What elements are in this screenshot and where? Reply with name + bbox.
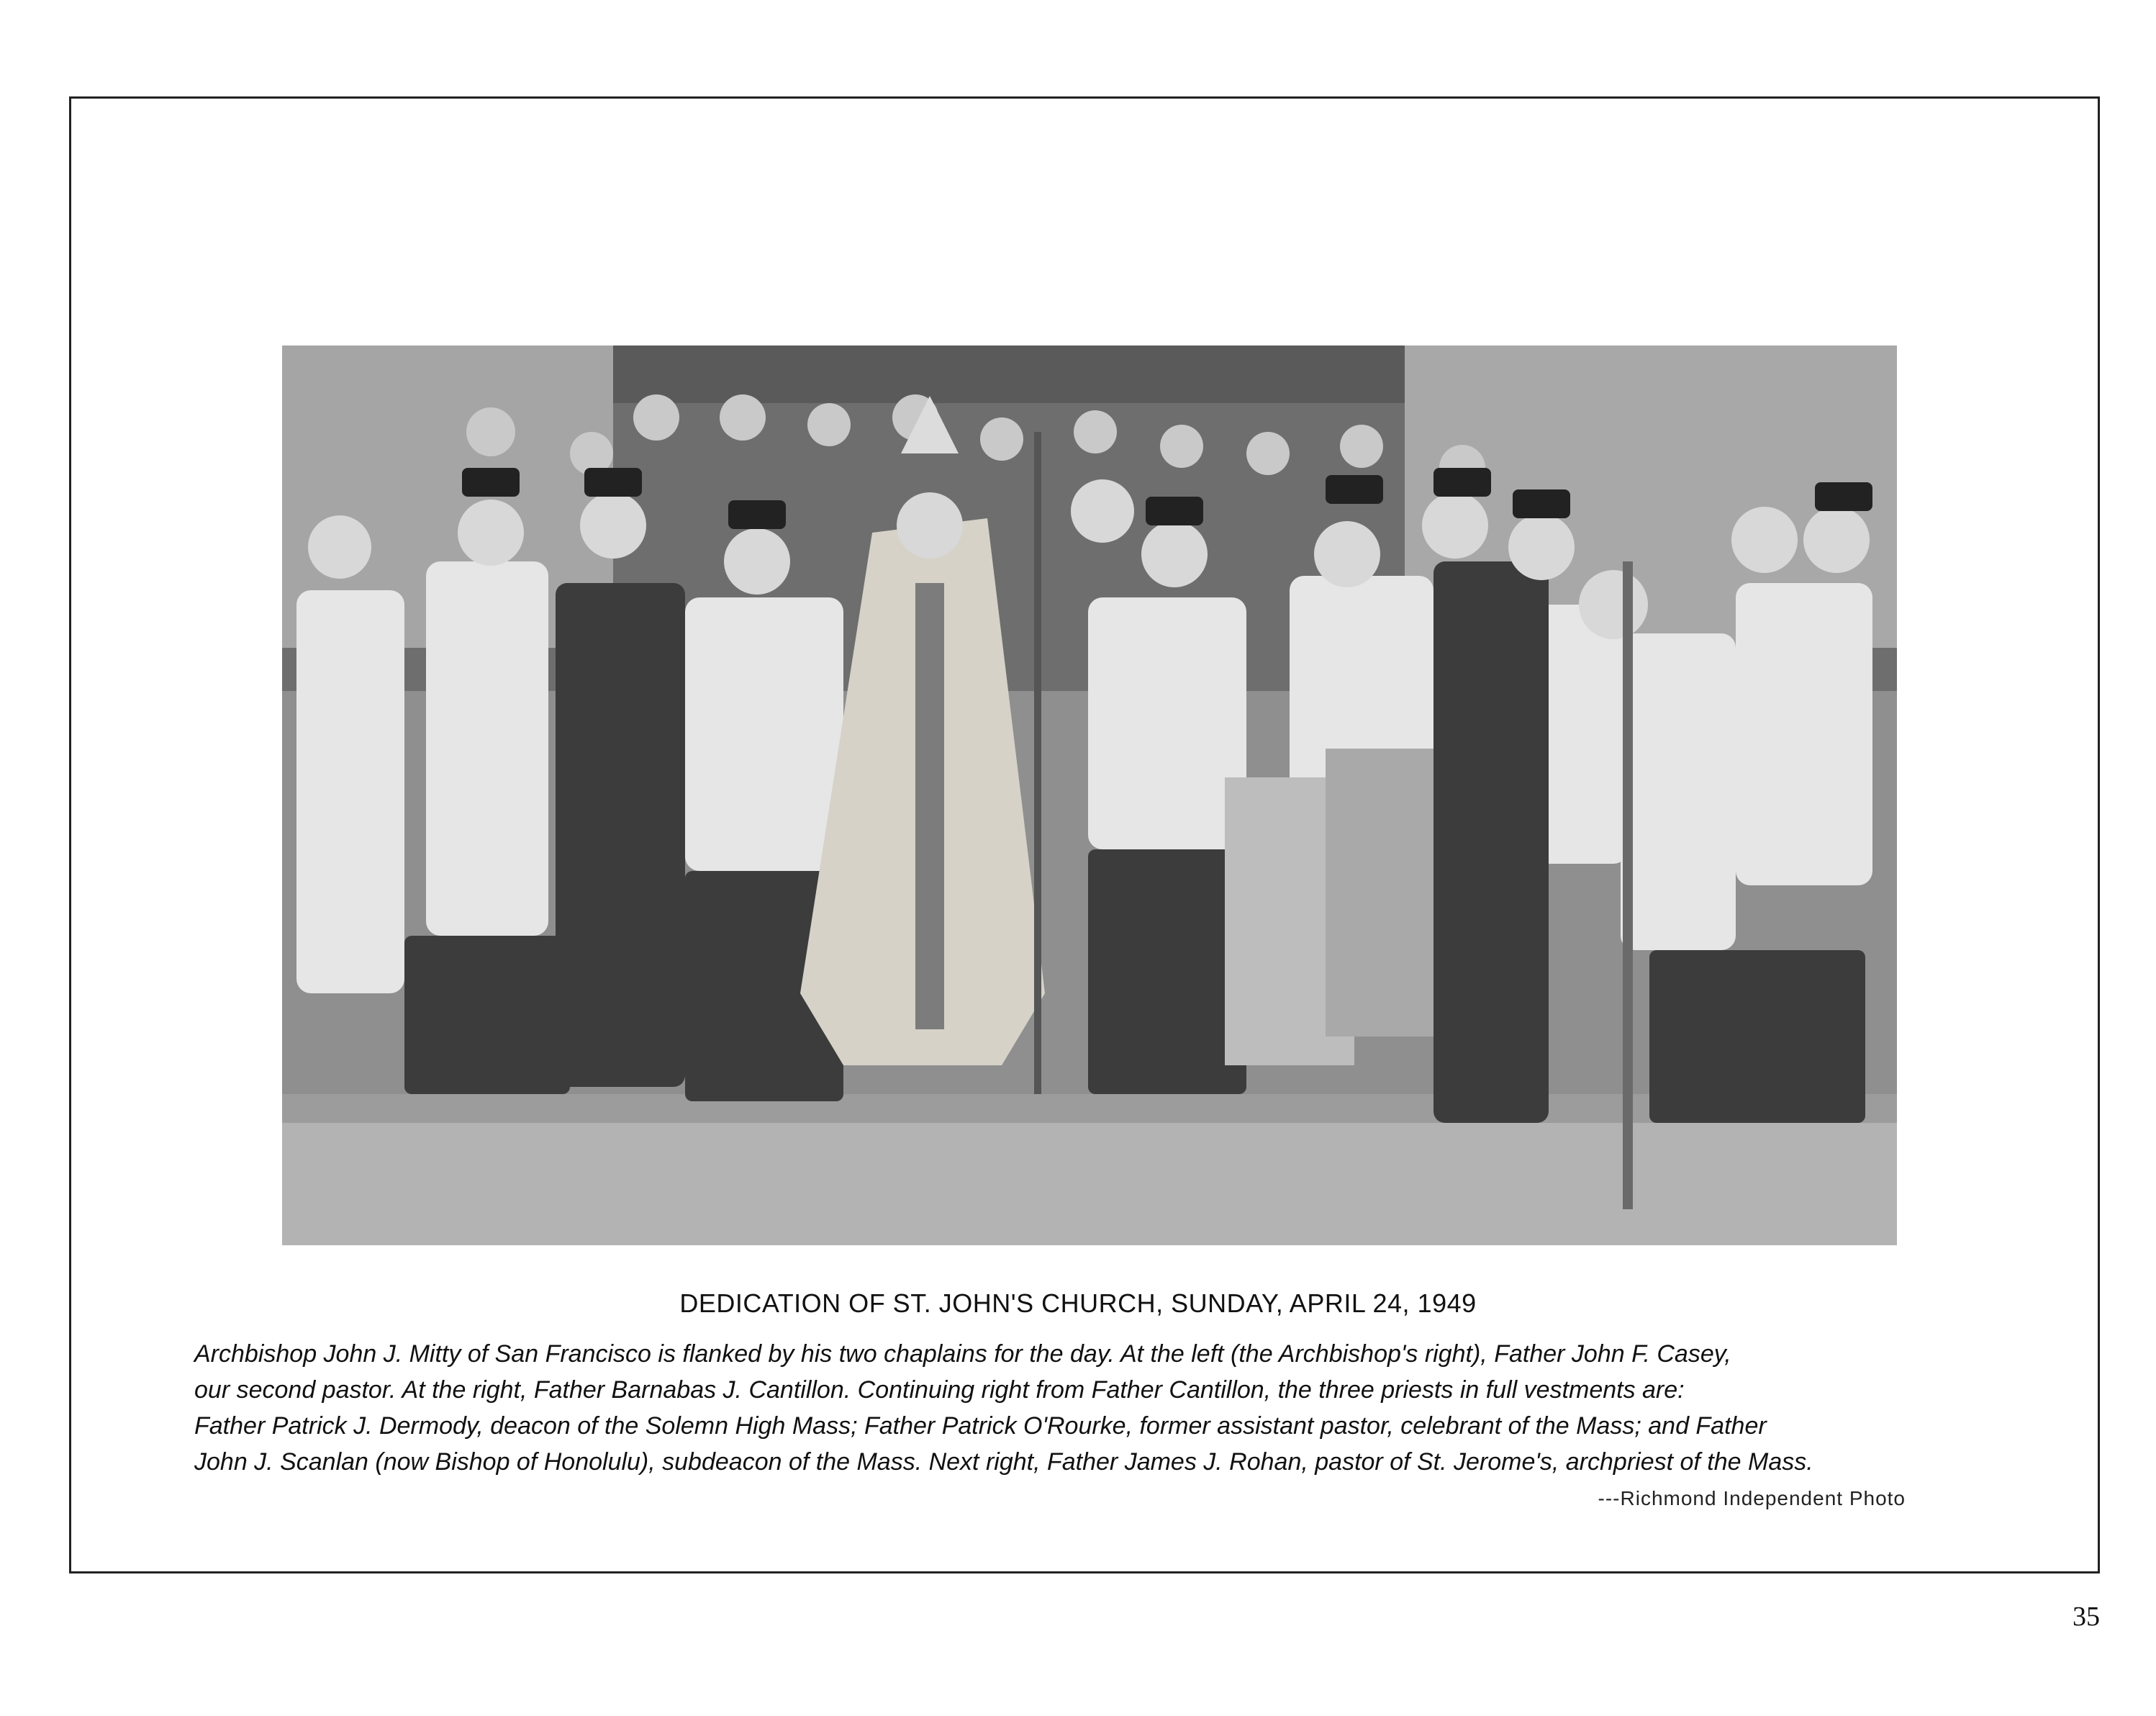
photo-credit: ---Richmond Independent Photo [1598,1487,1906,1509]
photo-title: DEDICATION OF ST. JOHN'S CHURCH, SUNDAY, APRIL 24, 1949 [679,1288,1477,1318]
caption-line: Archbishop John J. Mitty of San Francisco is flanked by his two chaplains for the day. At the left (the Archbishop's right), Father John F. Casey, [194,1340,1731,1368]
caption-line: Father Patrick J. Dermody, deacon of the Solemn High Mass; Father Patrick O'Rourke, former assistant pastor, celebrant of the Mass; and Father [194,1412,1767,1440]
group-photograph [282,346,1897,1245]
caption-line: our second pastor. At the right, Father Barnabas J. Cantillon. Continuing right from Father Cantillon, the three priests in full vestments are: [194,1376,1685,1404]
photo-caption [194,1336,1972,1480]
page-number: 35 [2073,1602,2100,1632]
photo-illustration [282,346,1897,1245]
caption-line: John J. Scanlan (now Bishop of Honolulu), subdeacon of the Mass. Next right, Father James J. Rohan, pastor of St. Jerome's, archpriest of the Mass. [194,1448,1813,1476]
